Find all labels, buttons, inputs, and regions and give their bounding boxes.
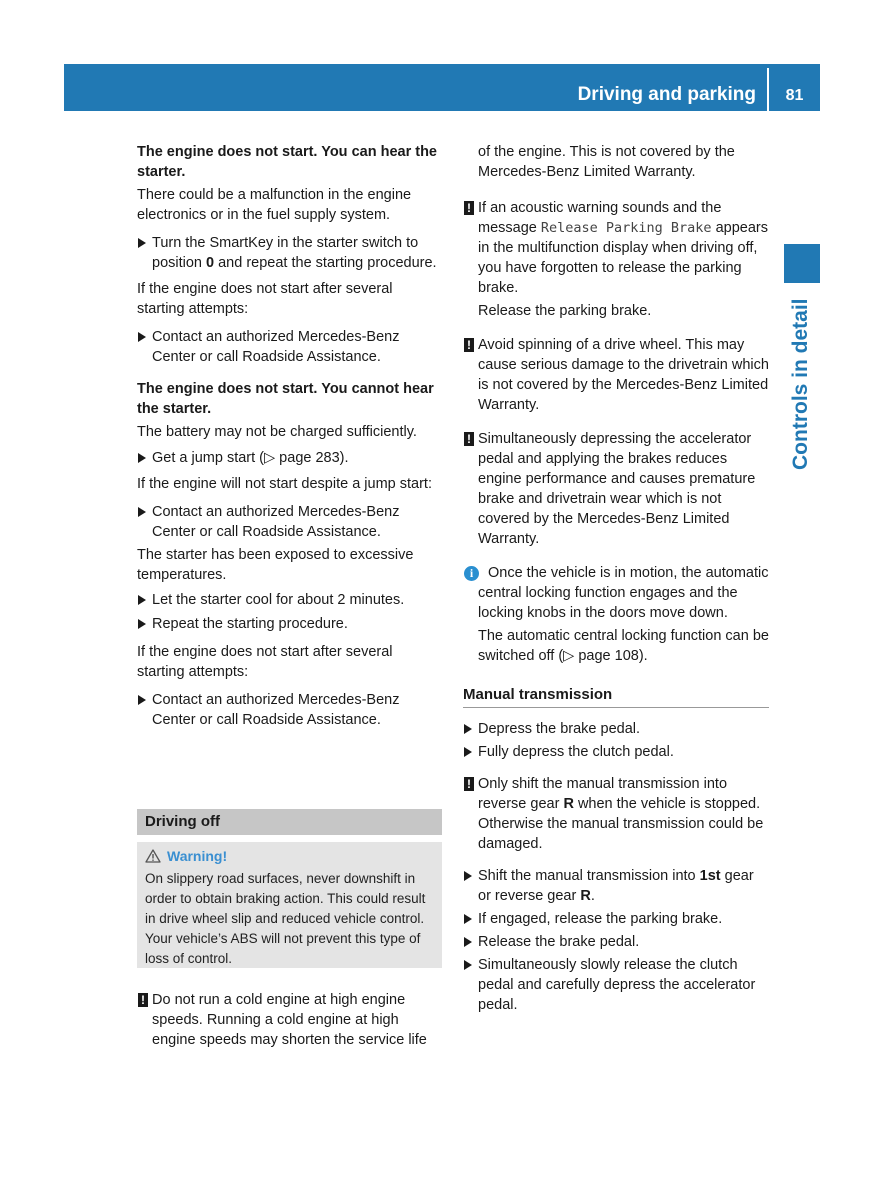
step-text: Fully depress the clutch pedal. — [478, 744, 674, 760]
instruction-step — [137, 448, 443, 468]
instruction-step — [463, 909, 769, 929]
warning-text: On slippery road surfaces, never downshift in order to obtain braking action. This could result in drive wheel slip and reduced vehicle control. Your vehicle’s ABS will not prevent this type of loss of control. — [145, 871, 426, 966]
side-tab-label: Controls in detail — [789, 298, 812, 470]
triangle-right-icon — [464, 747, 472, 757]
right-column — [463, 142, 769, 1021]
side-tab — [782, 294, 822, 474]
note-subtext: Release the parking brake. — [478, 303, 652, 319]
warning-triangle-icon — [145, 849, 161, 863]
step-text: Contact an authorized Mercedes-Benz Center or call Roadside Assistance. — [152, 504, 400, 540]
triangle-right-icon — [464, 960, 472, 970]
triangle-right-icon — [464, 937, 472, 947]
step-text: Repeat the starting procedure. — [152, 616, 348, 632]
step-text: . — [590, 888, 595, 904]
exclamation-icon: ! — [464, 338, 474, 352]
instruction-step — [137, 690, 443, 730]
paragraph: of the engine. This is not covered by the Mercedes-Benz Limited Warranty. — [478, 144, 735, 180]
triangle-right-icon — [138, 695, 146, 705]
triangle-right-icon — [138, 332, 146, 342]
paragraph: The starter has been exposed to excessive temperatures. — [137, 547, 414, 583]
note-text: when the vehicle is stopped. Otherwise the manual transmission could be damaged. — [478, 796, 764, 852]
info-note — [463, 563, 769, 666]
instruction-step — [463, 932, 769, 952]
info-icon: i — [464, 566, 479, 581]
caution-note — [463, 335, 769, 415]
step-text: Turn the SmartKey in the starter switch to position — [152, 235, 419, 271]
step-text: Contact an authorized Mercedes-Benz Center or call Roadside Assistance. — [152, 692, 400, 728]
triangle-right-icon — [138, 507, 146, 517]
caution-note — [463, 774, 769, 854]
note-text: If an acoustic warning sounds and the message — [478, 200, 722, 236]
page-section-title: Driving and parking — [577, 84, 756, 105]
triangle-right-icon — [138, 453, 146, 463]
instruction-step — [463, 742, 769, 762]
triangle-right-icon — [464, 914, 472, 924]
note-text: Only shift the manual transmission into reverse gear — [478, 776, 728, 812]
note-text: Avoid spinning of a drive wheel. This may cause serious damage to the drivetrain which is not covered by the Mercedes-Benz Limited Warranty. — [478, 337, 769, 413]
section-heading: The engine does not start. You cannot hear the starter. — [137, 381, 434, 417]
step-text: Release the brake pedal. — [478, 934, 640, 950]
caution-note — [463, 429, 769, 549]
instruction-step — [137, 327, 443, 367]
warning-title: Warning! — [167, 848, 228, 864]
note-text: Simultaneously depressing the accelerator pedal and applying the brakes reduces engine performance and causes premature brake and drivetrain wear which is not covered by the Mercedes-Benz Limited Warranty. — [478, 431, 756, 547]
caution-note — [137, 990, 443, 1050]
exclamation-icon: ! — [464, 432, 474, 446]
step-text-bold: R — [580, 888, 591, 904]
exclamation-icon: ! — [464, 201, 474, 215]
info-text: Once the vehicle is in motion, the automatic central locking function engages and the locking knobs in the doors move down. — [478, 565, 769, 621]
section-title: Driving off — [145, 813, 220, 830]
section-title-bar — [137, 809, 442, 835]
step-text-bold: 0 — [206, 255, 215, 271]
step-text: Depress the brake pedal. — [478, 721, 641, 737]
step-text: Contact an authorized Mercedes-Benz Center or call Roadside Assistance. — [152, 329, 400, 365]
paragraph: If the engine does not start after several starting attempts: — [137, 281, 393, 317]
note-text-bold: R — [563, 796, 574, 812]
instruction-step — [463, 866, 769, 906]
warning-box — [137, 842, 442, 968]
step-text: If engaged, release the parking brake. — [478, 911, 723, 927]
step-text: gear or reverse gear — [478, 868, 754, 904]
triangle-right-icon — [138, 619, 146, 629]
paragraph: There could be a malfunction in the engine electronics or in the fuel supply system. — [137, 187, 412, 223]
step-text: and repeat the starting procedure. — [214, 255, 437, 271]
paragraph: If the engine will not start despite a jump start: — [137, 476, 432, 492]
paragraph: If the engine does not start after several starting attempts: — [137, 644, 393, 680]
step-text: Simultaneously slowly release the clutch pedal and carefully depress the accelerator pedal. — [478, 957, 756, 1013]
instruction-step — [137, 590, 443, 610]
triangle-right-icon — [464, 724, 472, 734]
instruction-step — [463, 719, 769, 739]
step-text: Let the starter cool for about 2 minutes. — [152, 592, 405, 608]
triangle-right-icon — [138, 595, 146, 605]
info-subtext: The automatic central locking function can be switched off (▷ page 108). — [478, 628, 769, 664]
instruction-step — [137, 233, 443, 273]
note-text: Do not run a cold engine at high engine speeds. Running a cold engine at high engine speeds may shorten the service life — [152, 992, 427, 1048]
caution-note — [463, 198, 769, 321]
paragraph: The battery may not be charged sufficiently. — [137, 424, 417, 440]
exclamation-icon: ! — [138, 993, 148, 1007]
exclamation-icon: ! — [464, 777, 474, 791]
instruction-step — [137, 502, 443, 542]
header-bar — [64, 64, 820, 111]
note-text: appears in the multifunction display when driving off, you have forgotten to release the parking brake. — [478, 220, 768, 296]
warning-heading — [145, 846, 227, 866]
instruction-step — [137, 614, 443, 634]
side-tab-marker — [784, 244, 820, 283]
left-column — [137, 142, 443, 736]
step-text: Shift the manual transmission into — [478, 868, 700, 884]
triangle-right-icon — [464, 871, 472, 881]
triangle-right-icon — [138, 238, 146, 248]
step-text: Get a jump start (▷ page 283). — [152, 450, 349, 466]
left-column-tail — [137, 990, 443, 1064]
page-number: 81 — [785, 87, 804, 104]
step-text-bold: 1st — [699, 868, 721, 884]
section-heading: The engine does not start. You can hear the starter. — [137, 144, 437, 180]
instruction-step — [463, 955, 769, 1015]
display-message: Release Parking Brake — [540, 220, 712, 236]
subsection-heading: Manual transmission — [463, 685, 769, 708]
